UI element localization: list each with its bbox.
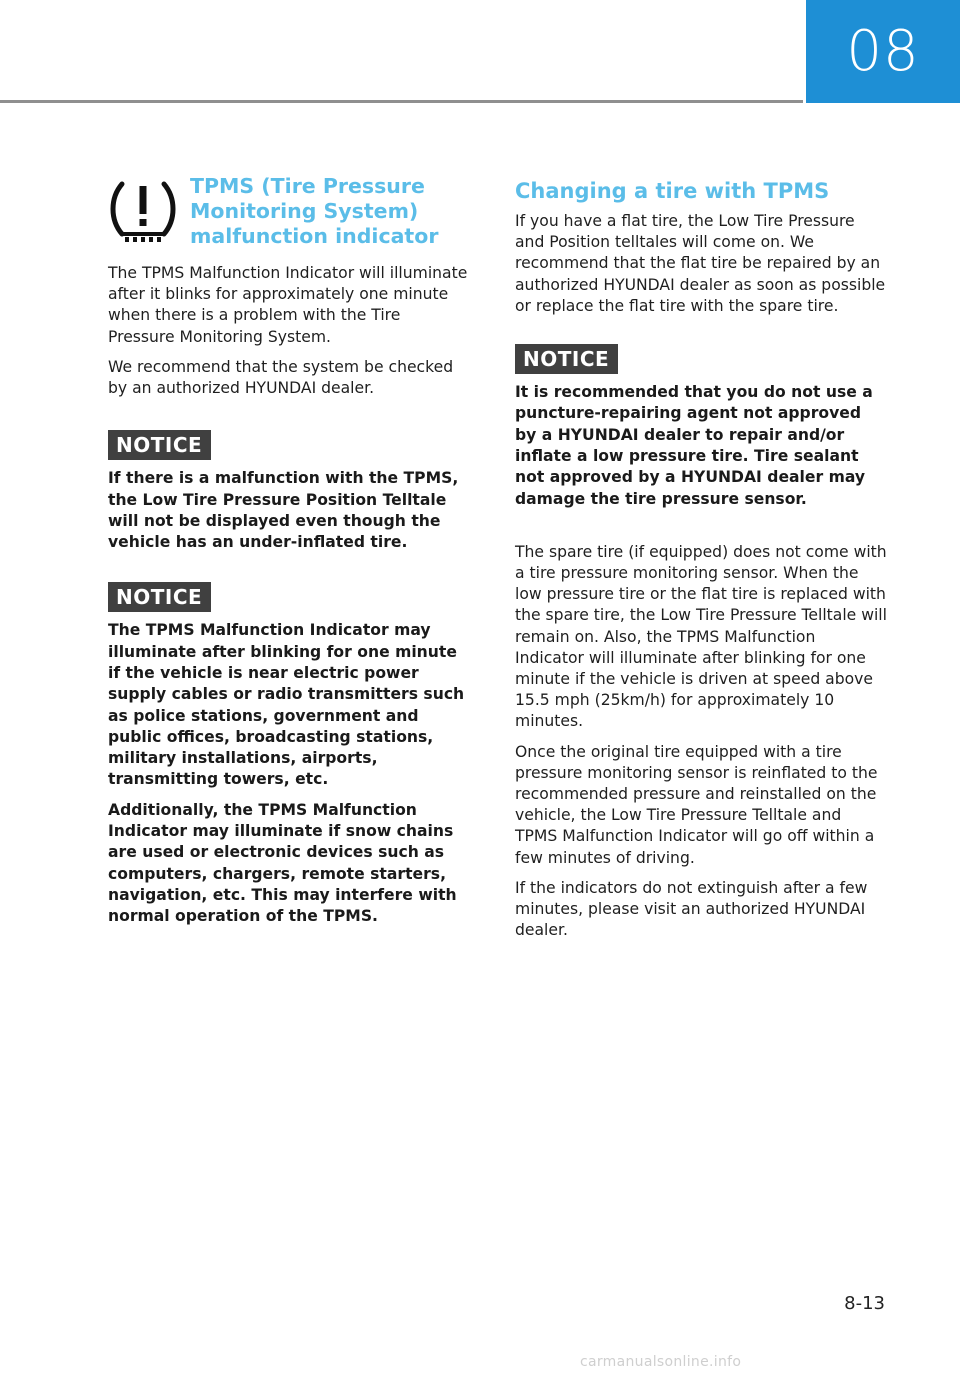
paragraph: If the indicators do not extinguish after a few minutes, please visit an authorized HYUNDAI dealer. bbox=[515, 878, 868, 940]
notice-text: The TPMS Malfunction Indicator may illuminate after blinking for one minute if the vehicle is near electric power supply cables or radio transmitters such as police stations, government and public offices, broadcasting stations, military installations, airports, transmitting towers, etc. bbox=[108, 621, 465, 789]
right-column bbox=[515, 174, 887, 950]
watermark: carmanualsonline.info bbox=[580, 1354, 742, 1370]
notice-label: NOTICE bbox=[515, 344, 618, 374]
header-rule bbox=[0, 100, 803, 103]
section-heading: Changing a tire with TPMS bbox=[515, 179, 830, 203]
paragraph: We recommend that the system be checked by an authorized HYUNDAI dealer. bbox=[108, 357, 454, 398]
tpms-heading: TPMS (Tire Pressure Monitoring System) malfunction indicator bbox=[190, 174, 439, 248]
notice-text: If there is a malfunction with the TPMS, the Low Tire Pressure Position Telltale will not be displayed even though the vehicle has an under-inflated tire. bbox=[108, 469, 459, 552]
paragraph: Once the original tire equipped with a tire pressure monitoring sensor is reinflated to the recommended pressure and reinstalled on the vehicle, the Low Tire Pressure Telltale and TPMS Malfunction Indicator will go off within a few minutes of driving. bbox=[515, 742, 878, 867]
page-number: 8-13 bbox=[844, 1293, 885, 1314]
paragraph: The TPMS Malfunction Indicator will illuminate after it blinks for approximately one minute when there is a problem with the Tire Pressure Monitoring System. bbox=[108, 264, 468, 346]
paragraph: If you have a flat tire, the Low Tire Pressure and Position telltales will come on. We recommend that the flat tire be repaired by an authorized HYUNDAI dealer as soon as possible or replace the flat tire with the spare tire. bbox=[515, 212, 886, 315]
chapter-tab: 08 bbox=[806, 0, 960, 103]
tpms-warning-icon bbox=[108, 176, 178, 246]
paragraph: The spare tire (if equipped) does not come with a tire pressure monitoring sensor. When the low pressure tire or the flat tire is replaced with the spare tire, the Low Tire Pressure Telltale will remain on. Also, the TPMS Malfunction Indicator will illuminate after blinking for one minute if the vehicle is driven at speed above 15.5 mph (25km/h) for approximately 10 minutes. bbox=[515, 542, 887, 731]
notice-label: NOTICE bbox=[108, 582, 211, 612]
notice-text: Additionally, the TPMS Malfunction Indicator may illuminate if snow chains are used or electronic devices such as computers, chargers, remote starters, navigation, etc. This may interfere with normal operation of the TPMS. bbox=[108, 800, 457, 926]
notice-text: It is recommended that you do not use a puncture-repairing agent not approved by a HYUNDAI dealer to repair and/or inflate a low pressure tire. Tire sealant not approved by a HYUNDAI dealer may damage the tire pressure sensor. bbox=[515, 383, 873, 508]
tpms-heading-block bbox=[108, 174, 470, 249]
notice-label: NOTICE bbox=[108, 430, 211, 460]
left-column bbox=[108, 174, 470, 937]
